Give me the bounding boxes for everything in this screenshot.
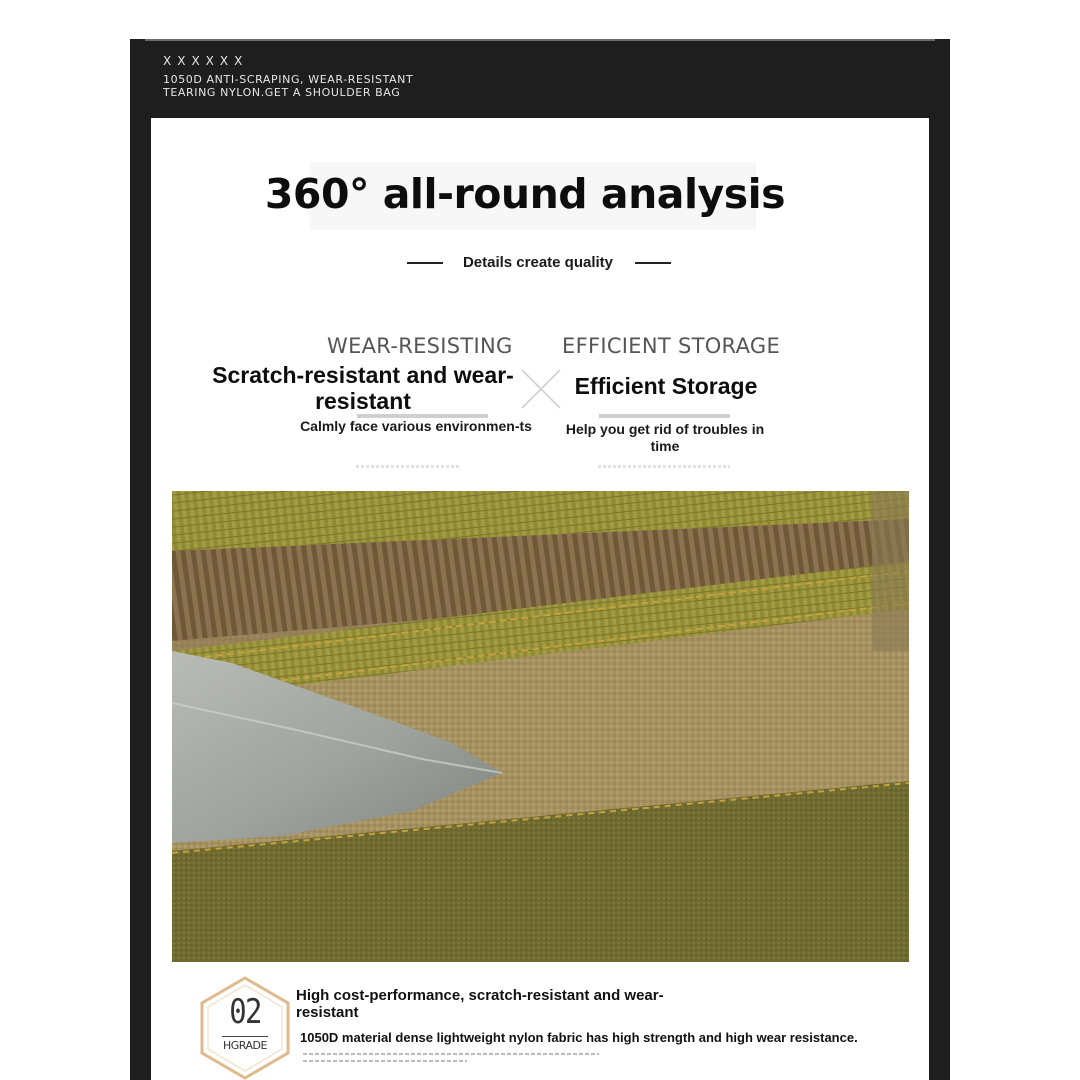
page-title: 360° all-round analysis: [264, 170, 786, 218]
frame-top-line: [145, 39, 935, 41]
feature-heading-wear: WEAR-RESISTING: [327, 334, 513, 358]
knife-on-nylon-photo: [172, 491, 909, 962]
detail-description: 1050D material dense lightweight nylon fabric has high strength and high wear resistance.: [300, 1030, 858, 1045]
feature-heading-storage: EFFICIENT STORAGE: [562, 334, 781, 358]
feature-desc-wear: Calmly face various environmen-ts: [300, 418, 532, 434]
feature-title-storage: Efficient Storage: [574, 373, 758, 399]
feature-desc-storage: Help you get rid of troubles in time: [565, 421, 765, 454]
tagline-dash-right: [635, 262, 671, 264]
header-subtitle-line-2: TEARING NYLON.GET A SHOULDER BAG: [163, 86, 401, 99]
fine-print-wear: [356, 465, 461, 468]
header-marks: XXXXXX: [163, 54, 249, 68]
fine-print-line-1: [303, 1053, 599, 1055]
cross-divider-icon: [520, 368, 562, 410]
fine-print-line-2: [303, 1060, 467, 1062]
badge-number: 02: [229, 992, 261, 1032]
detail-title: High cost-performance, scratch-resistant and wear-resistant: [296, 987, 664, 1021]
feature-title-wear: Scratch-resistant and wear-resistant: [212, 362, 514, 414]
badge-label: HGRADE: [222, 1036, 268, 1052]
tagline-dash-left: [407, 262, 443, 264]
fine-print-storage: [598, 465, 730, 468]
feature-underline-storage: [599, 414, 730, 418]
header-subtitle-line-1: 1050D ANTI-SCRAPING, WEAR-RESISTANT: [163, 73, 414, 86]
tagline: Details create quality: [462, 254, 614, 271]
